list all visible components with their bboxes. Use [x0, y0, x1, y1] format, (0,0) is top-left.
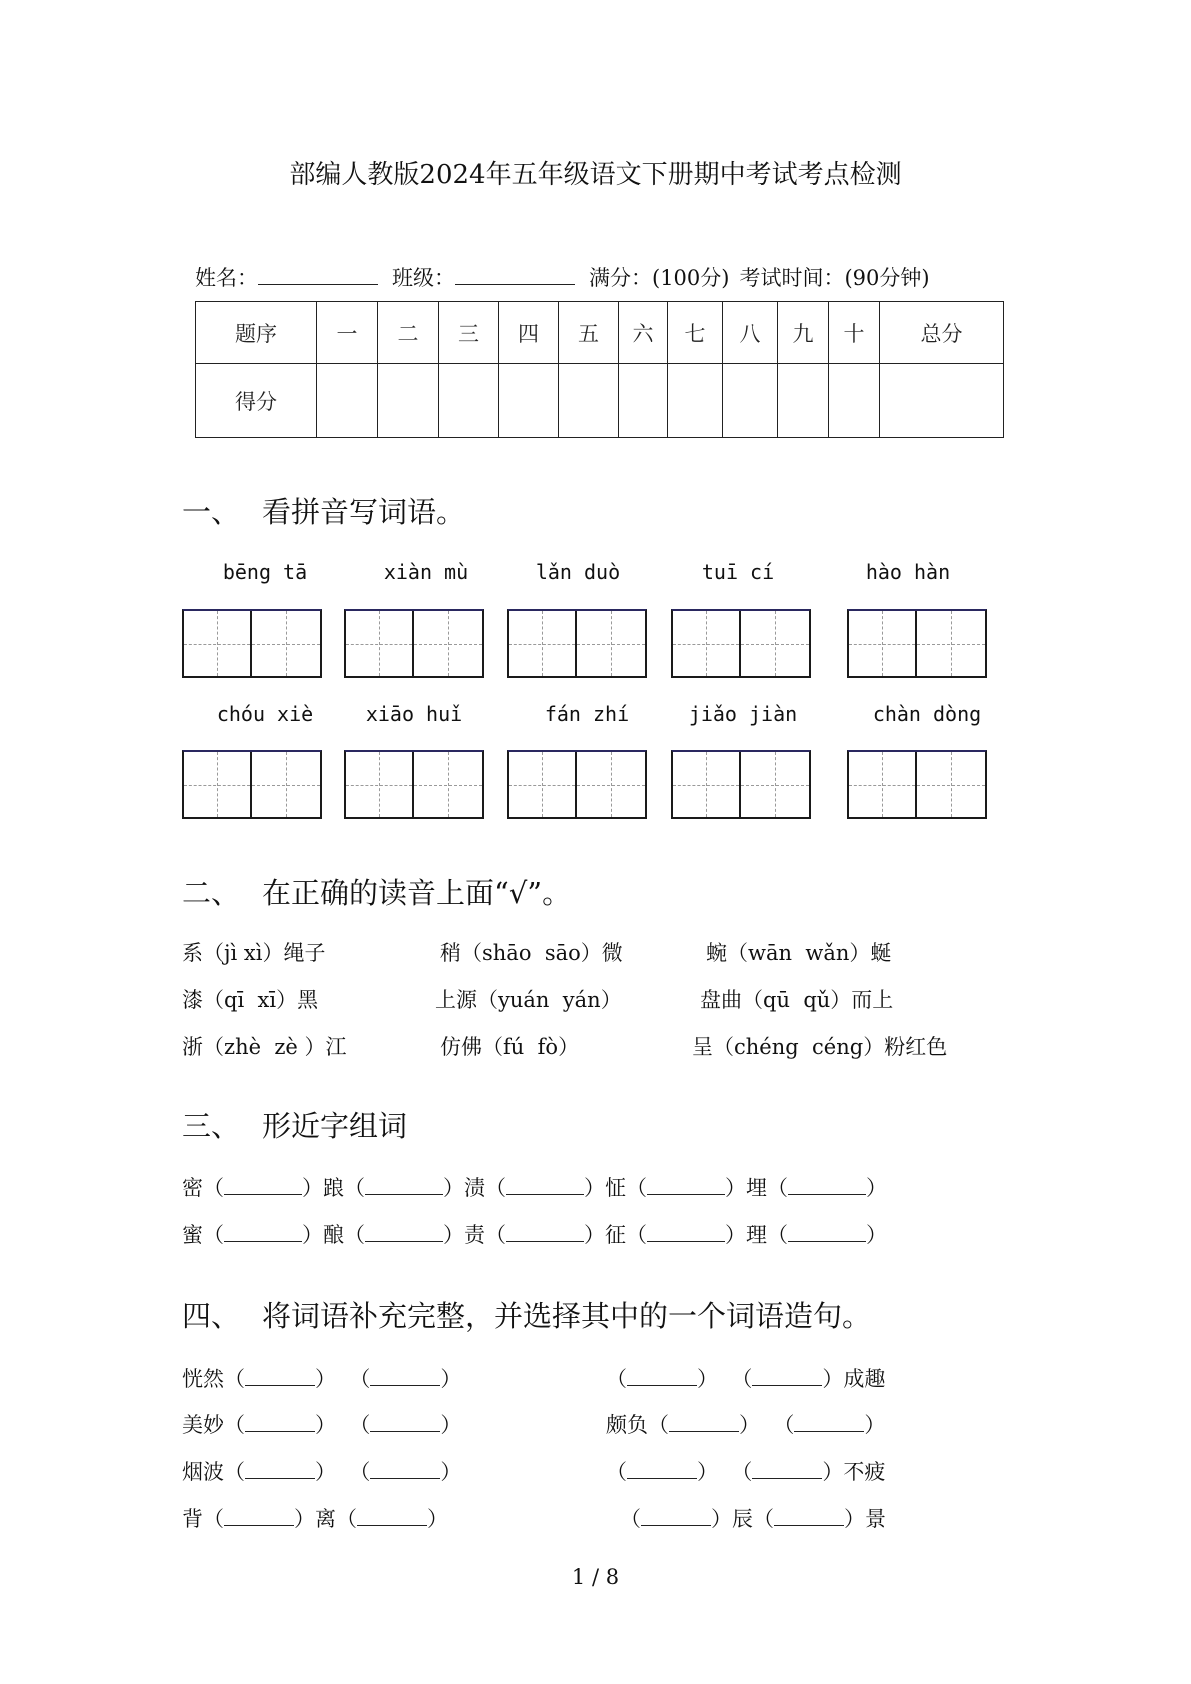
reading-item: 浙（zhè zè ）江 — [182, 1035, 347, 1059]
word-group-row: 蜜（ ）酿（ ）责（ ）征（ ）理（ ） — [182, 1223, 887, 1247]
section-4-heading — [182, 1294, 871, 1335]
idiom-text: ） （ — [697, 1460, 753, 1484]
score-cell[interactable] — [619, 364, 668, 438]
char: 酿 — [323, 1223, 344, 1247]
writing-box[interactable] — [847, 750, 987, 819]
idiom-text: ） （ — [315, 1367, 371, 1391]
score-table — [195, 301, 1004, 438]
answer-blank[interactable] — [245, 1478, 315, 1479]
reading-item: 蜿（wān wǎn）蜒 — [706, 941, 892, 965]
answer-blank[interactable] — [357, 1525, 427, 1526]
answer-blank[interactable] — [370, 1431, 440, 1432]
idiom-text: ） — [440, 1413, 462, 1437]
score-cell[interactable] — [378, 364, 439, 438]
answer-blank[interactable] — [752, 1385, 822, 1386]
answer-blank[interactable] — [506, 1194, 584, 1195]
answer-blank[interactable] — [245, 1431, 315, 1432]
idiom-text: 颇负（ — [606, 1413, 669, 1437]
col-5: 五 — [559, 302, 619, 364]
pinyin-label: jiǎo jiàn — [688, 702, 798, 726]
idiom-text: ） — [427, 1507, 448, 1531]
section-2-heading — [182, 871, 571, 912]
answer-blank[interactable] — [627, 1385, 697, 1386]
answer-blank[interactable] — [245, 1385, 315, 1386]
name-label: 姓名： — [195, 266, 258, 290]
col-8: 八 — [723, 302, 778, 364]
answer-blank[interactable] — [669, 1431, 739, 1432]
answer-blank[interactable] — [647, 1194, 725, 1195]
class-field[interactable] — [455, 284, 575, 285]
idiom-item — [182, 1363, 461, 1393]
writing-box[interactable] — [344, 750, 484, 819]
idiom-text: 美妙（ — [182, 1413, 245, 1437]
idiom-text: ） — [440, 1367, 462, 1391]
answer-blank[interactable] — [794, 1431, 864, 1432]
idiom-text: （ — [620, 1507, 641, 1531]
idiom-item — [606, 1363, 885, 1393]
reading-item: 盘曲（qū qǔ）而上 — [700, 988, 894, 1012]
reading-item: 稍（shāo sāo）微 — [440, 941, 623, 965]
score-cell[interactable] — [499, 364, 559, 438]
answer-blank[interactable] — [647, 1241, 725, 1242]
header-label: 题序 — [196, 302, 317, 364]
idiom-text: ）成趣 — [822, 1367, 886, 1391]
idiom-text: ） — [864, 1413, 886, 1437]
idiom-text: ）景 — [844, 1507, 886, 1531]
total-cell[interactable] — [880, 364, 1004, 438]
section-2-number: 二、 — [182, 876, 241, 910]
score-cell[interactable] — [439, 364, 499, 438]
writing-box[interactable] — [671, 750, 811, 819]
page-title: 部编人教版2024年五年级语文下册期中考试考点检测 — [289, 160, 902, 190]
idiom-text: 背（ — [182, 1507, 224, 1531]
col-4: 四 — [499, 302, 559, 364]
writing-box[interactable] — [182, 750, 322, 819]
idiom-text: （ — [606, 1460, 627, 1484]
idiom-item — [606, 1409, 885, 1439]
reading-item: 漆（qī xī）黑 — [182, 988, 319, 1012]
char: 渍 — [464, 1176, 485, 1200]
col-7: 七 — [668, 302, 723, 364]
writing-box[interactable] — [507, 750, 647, 819]
exam-time: 考试时间：(90分钟) — [739, 266, 930, 290]
answer-blank[interactable] — [370, 1478, 440, 1479]
idiom-text: ）离（ — [294, 1507, 357, 1531]
section-4-title: 将词语补充完整，并选择其中的一个词语造句。 — [262, 1299, 872, 1333]
reading-item: 上源（yuán yán） — [435, 988, 622, 1012]
answer-blank[interactable] — [506, 1241, 584, 1242]
col-2: 二 — [378, 302, 439, 364]
pinyin-label: xiāo huǐ — [365, 702, 463, 726]
score-table-header-row — [196, 302, 1004, 364]
col-6: 六 — [619, 302, 668, 364]
word-group-row: 密（ ）踉（ ）渍（ ）怔（ ）埋（ ） — [182, 1176, 887, 1200]
answer-blank[interactable] — [774, 1525, 844, 1526]
char: 密 — [182, 1176, 203, 1200]
idiom-text: ） （ — [739, 1413, 795, 1437]
total-label: 总分 — [880, 302, 1004, 364]
full-score: 满分：(100分) — [589, 266, 730, 290]
char: 蜜 — [182, 1223, 203, 1247]
idiom-text: ）辰（ — [711, 1507, 774, 1531]
page-number: 1 / 8 — [571, 1565, 620, 1589]
idiom-item — [182, 1503, 448, 1533]
char: 征 — [605, 1223, 626, 1247]
idiom-text: （ — [606, 1367, 627, 1391]
score-cell[interactable] — [723, 364, 778, 438]
class-label: 班级： — [392, 266, 455, 290]
idiom-text: ）不疲 — [822, 1460, 886, 1484]
answer-blank[interactable] — [752, 1478, 822, 1479]
writing-box[interactable] — [182, 609, 322, 678]
idiom-item — [182, 1409, 461, 1439]
idiom-text: ） （ — [315, 1413, 371, 1437]
score-cell[interactable] — [668, 364, 723, 438]
idiom-item — [620, 1503, 886, 1533]
answer-blank[interactable] — [627, 1478, 697, 1479]
section-4-number: 四、 — [182, 1299, 241, 1333]
section-3-heading — [182, 1104, 407, 1145]
name-field[interactable] — [258, 284, 378, 285]
idiom-text: ） （ — [697, 1367, 753, 1391]
section-2-title: 在正确的读音上面“√”。 — [262, 876, 572, 910]
idiom-text: ） — [440, 1460, 462, 1484]
score-table-row — [196, 364, 1004, 438]
char: 怔 — [605, 1176, 626, 1200]
idiom-text: ） （ — [315, 1460, 371, 1484]
col-9: 九 — [778, 302, 829, 364]
writing-box[interactable] — [507, 609, 647, 678]
pinyin-label: chóu xiè — [216, 702, 314, 726]
student-info-line — [195, 262, 930, 292]
section-1-number: 一、 — [182, 495, 241, 529]
idiom-text: 烟波（ — [182, 1460, 245, 1484]
answer-blank[interactable] — [788, 1241, 866, 1242]
answer-blank[interactable] — [788, 1194, 866, 1195]
char: 踉 — [323, 1176, 344, 1200]
score-cell[interactable] — [829, 364, 880, 438]
section-3-title: 形近字组词 — [262, 1109, 408, 1143]
pinyin-label: hào hàn — [865, 560, 951, 584]
section-3-number: 三、 — [182, 1109, 241, 1143]
answer-blank[interactable] — [641, 1525, 711, 1526]
pinyin-label: chàn dòng — [872, 702, 982, 726]
score-cell[interactable] — [317, 364, 378, 438]
pinyin-label: fán zhí — [544, 702, 630, 726]
score-cell[interactable] — [778, 364, 829, 438]
char: 埋 — [746, 1176, 767, 1200]
answer-blank[interactable] — [224, 1525, 294, 1526]
reading-item: 仿佛（fú fò） — [440, 1035, 580, 1059]
writing-box[interactable] — [671, 609, 811, 678]
answer-blank[interactable] — [370, 1385, 440, 1386]
section-1-heading — [182, 490, 465, 531]
char: 理 — [746, 1223, 767, 1247]
idiom-text: 恍然（ — [182, 1367, 245, 1391]
answer-blank[interactable] — [224, 1194, 302, 1195]
answer-blank[interactable] — [365, 1194, 443, 1195]
char: 责 — [464, 1223, 485, 1247]
pinyin-label: lǎn duò — [535, 560, 621, 584]
pinyin-label: bēng tā — [222, 560, 308, 584]
idiom-item — [606, 1456, 885, 1486]
col-3: 三 — [439, 302, 499, 364]
pinyin-label: xiàn mù — [383, 560, 469, 584]
reading-item: 系（jì xì）绳子 — [182, 941, 326, 965]
writing-box[interactable] — [344, 609, 484, 678]
pinyin-label: tuī cí — [701, 560, 775, 584]
score-cell[interactable] — [559, 364, 619, 438]
col-10: 十 — [829, 302, 880, 364]
reading-item: 呈（chéng céng）粉红色 — [692, 1035, 948, 1059]
answer-blank[interactable] — [224, 1241, 302, 1242]
writing-box[interactable] — [847, 609, 987, 678]
section-1-title: 看拼音写词语。 — [262, 495, 466, 529]
idiom-item — [182, 1456, 461, 1486]
row-label: 得分 — [196, 364, 317, 438]
answer-blank[interactable] — [365, 1241, 443, 1242]
col-1: 一 — [317, 302, 378, 364]
